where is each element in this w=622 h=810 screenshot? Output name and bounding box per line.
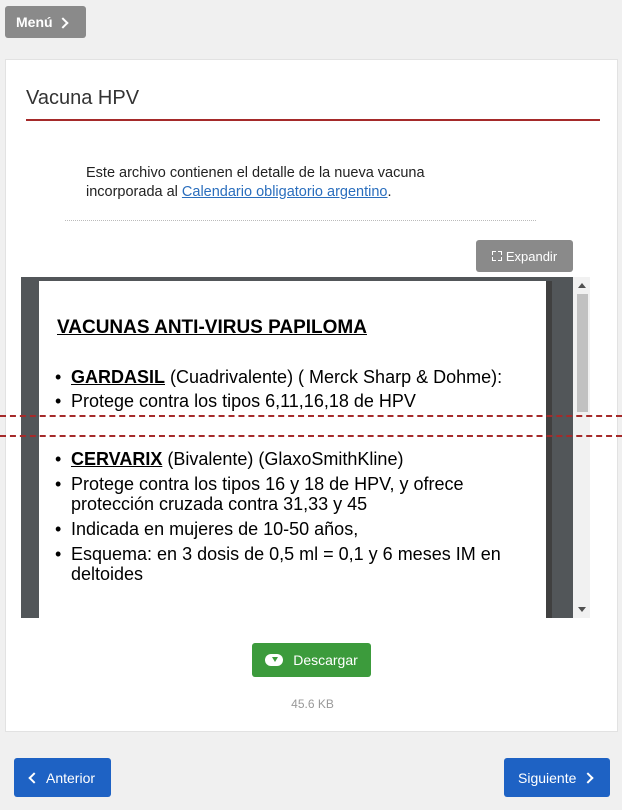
- list-item: • GARDASIL (Cuadrivalente) ( Merck Sharp & Dohme):: [55, 367, 503, 387]
- chevron-right-icon: [57, 17, 68, 28]
- menu-label: Menú: [16, 14, 53, 30]
- download-label: Descargar: [293, 652, 358, 668]
- next-label: Siguiente: [518, 769, 577, 786]
- bullet-text: Protege contra los tipos 16 y 18 de HPV, y ofrece protección cruzada contra 31,33 y 45: [71, 474, 464, 514]
- content-card: [5, 59, 618, 732]
- download-button[interactable]: [252, 643, 371, 677]
- viewer-scrollbar[interactable]: [573, 277, 590, 618]
- fold-marker-top: [0, 415, 622, 417]
- scroll-thumb[interactable]: [577, 294, 588, 412]
- expand-label: Expandir: [505, 248, 558, 264]
- description-suffix: .: [387, 184, 392, 200]
- page-title: Vacuna HPV: [26, 87, 140, 109]
- list-item: • CERVARIX (Bivalente) (GlaxoSmithKline): [55, 449, 404, 469]
- title-divider: [26, 119, 600, 121]
- chevron-left-icon: [28, 772, 39, 783]
- bullet-text: Indicada en mujeres de 10-50 años,: [71, 519, 359, 539]
- fullscreen-icon: [492, 251, 502, 261]
- dotted-divider: [65, 220, 536, 221]
- brand-gardasil: GARDASIL: [71, 367, 165, 387]
- list-item: • Esquema: en 3 dosis de 0,5 ml = 0,1 y 6 meses IM en deltoides: [55, 544, 541, 584]
- scroll-down-icon[interactable]: [578, 607, 586, 612]
- document-page: [39, 281, 552, 618]
- calendar-link[interactable]: Calendario obligatorio argentino: [181, 184, 388, 200]
- cloud-download-icon: [265, 654, 283, 666]
- menu-button[interactable]: [5, 6, 86, 38]
- fold-marker-bottom: [0, 435, 622, 437]
- next-button[interactable]: [504, 758, 610, 797]
- list-item: • Protege contra los tipos 16 y 18 de HPV, y ofrece protección cruzada contra 31,33 y 45: [55, 474, 541, 514]
- document-viewer[interactable]: [21, 277, 590, 618]
- bullet-text: (Bivalente) (GlaxoSmithKline): [162, 449, 404, 469]
- list-item: • Indicada en mujeres de 10-50 años,: [55, 519, 541, 539]
- bullet-text: Protege contra los tipos 6,11,16,18 de HPV: [71, 391, 416, 411]
- brand-cervarix: CERVARIX: [71, 449, 163, 469]
- expand-button[interactable]: [476, 240, 573, 272]
- previous-label: Anterior: [46, 769, 96, 786]
- description-text: Este archivo contienen el detalle de la nueva vacuna incorporada al: [86, 165, 425, 200]
- scroll-up-icon[interactable]: [578, 283, 586, 288]
- document-heading: VACUNAS ANTI-VIRUS PAPILOMA: [57, 317, 367, 338]
- file-size: 45.6 KB: [291, 697, 334, 711]
- bullet-text: (Cuadrivalente) ( Merck Sharp & Dohme):: [165, 367, 503, 387]
- list-item: • Protege contra los tipos 6,11,16,18 de HPV: [55, 391, 541, 411]
- previous-button[interactable]: [14, 758, 111, 797]
- chevron-right-icon: [583, 772, 594, 783]
- description: [86, 164, 486, 202]
- bullet-text: Esquema: en 3 dosis de 0,5 ml = 0,1 y 6 meses IM en deltoides: [71, 544, 501, 584]
